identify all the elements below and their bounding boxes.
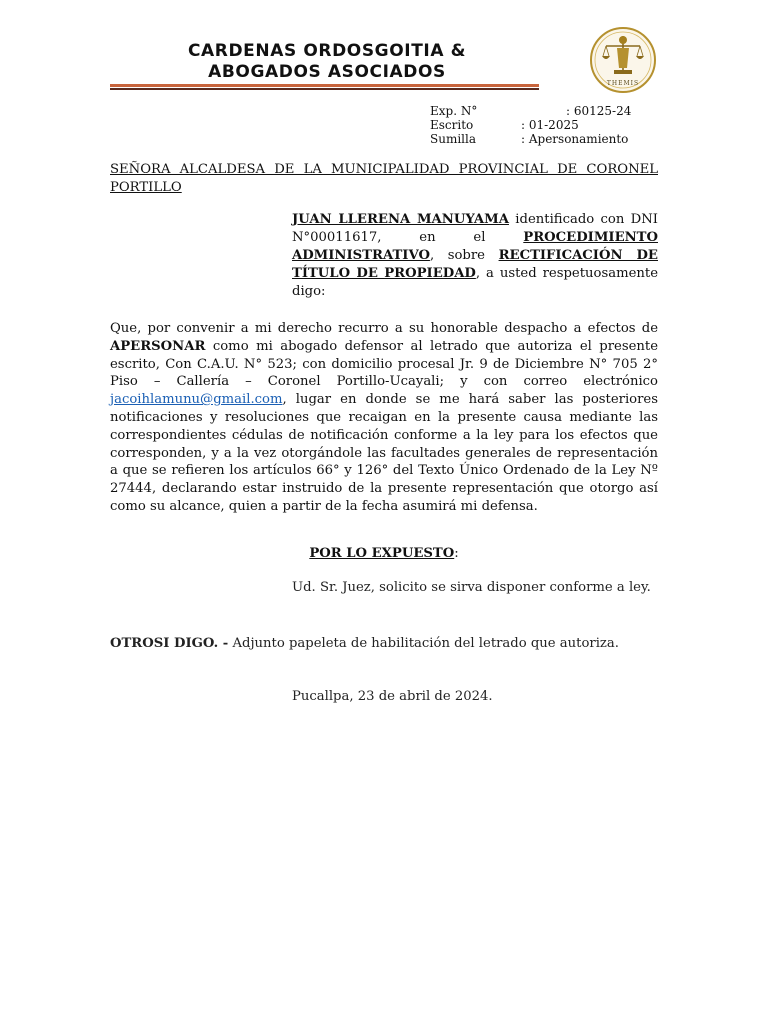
body-text-1: Que, por convenir a mi derecho recurro a su honorable despacho a efectos de — [110, 321, 658, 336]
apersonar-keyword: APERSONAR — [110, 338, 206, 354]
firm-name-line2: ABOGADOS ASOCIADOS — [208, 62, 446, 82]
firm-name — [150, 41, 504, 83]
otrosi-text: Adjunto papeleta de habilitación del letrado que autoriza. — [228, 636, 619, 651]
header-rule-bottom — [110, 88, 539, 90]
petitioner-name: JUAN LLERENA MANUYAMA — [292, 212, 509, 227]
email-link[interactable]: jacoihlamunu@gmail.com — [110, 392, 283, 408]
escrito-value: : 01-2025 — [521, 118, 579, 132]
sumilla-value: : Apersonamiento — [521, 132, 629, 146]
body-text-2: como mi abogado defensor al letrado que autoriza el presente escrito, Con C.A.U. N° 523; con domicilio procesal Jr. 9 de Diciembre N° 705 2° Piso – Callería – Coronel Portillo-Ucayali; y con correo electrónico — [110, 338, 658, 390]
por-lo-expuesto-heading — [110, 545, 658, 563]
por-lo-expuesto-colon: : — [454, 546, 459, 561]
procedure-subject: RECTIFICACIÓN DE TÍTULO DE PROPIEDAD — [292, 248, 658, 281]
logo-text: THEMIS — [606, 80, 640, 87]
otrosi-paragraph — [110, 632, 658, 655]
addressee: SEÑORA ALCALDESA DE LA MUNICIPALIDAD PROVINCIAL DE CORONEL PORTILLO — [110, 162, 658, 195]
escrito-label: Escrito — [430, 118, 474, 132]
main-paragraph — [110, 320, 658, 516]
date-line: Pucallpa, 23 de abril de 2024. — [292, 689, 493, 704]
otrosi-label: OTROSI DIGO. - — [110, 636, 229, 651]
exp-value: : 60125-24 — [566, 104, 632, 118]
firm-name-line1: CARDENAS ORDOSGOITIA & — [187, 41, 467, 61]
header-rule-top — [110, 84, 539, 87]
sumilla-label: Sumilla — [430, 132, 476, 146]
exp-label: Exp. N° — [430, 104, 478, 118]
intro-paragraph — [292, 211, 658, 301]
themis-logo — [586, 26, 660, 94]
intro-text-2: , sobre — [429, 248, 499, 263]
procedure-type: PROCEDIMIENTO ADMINISTRATIVO — [292, 230, 658, 263]
intro-text-3: , a usted respetuosamente digo: — [292, 266, 658, 299]
por-lo-expuesto-text: POR LO EXPUESTO — [309, 546, 455, 561]
intro-text-1: identificado con DNI N°00011617, en el — [292, 212, 658, 245]
request-paragraph: Ud. Sr. Juez, solicito se sirva disponer conforme a ley. — [292, 580, 651, 595]
body-text-3: , lugar en donde se me hará saber las posteriores notificaciones y resoluciones que recaigan en la presente causa mediante las correspondientes cédulas de notificación conforme a la ley para los efectos que corresponden, y a la vez otorgándole las facultades generales de representación a que se refieren los artículos 66° y 126° del Texto Único Ordenado de la Ley Nº 27444, declarando estar instruido de la presente representación que otorgo así como su alcance, quien a partir de la fecha asumirá mi defensa. — [110, 392, 658, 514]
